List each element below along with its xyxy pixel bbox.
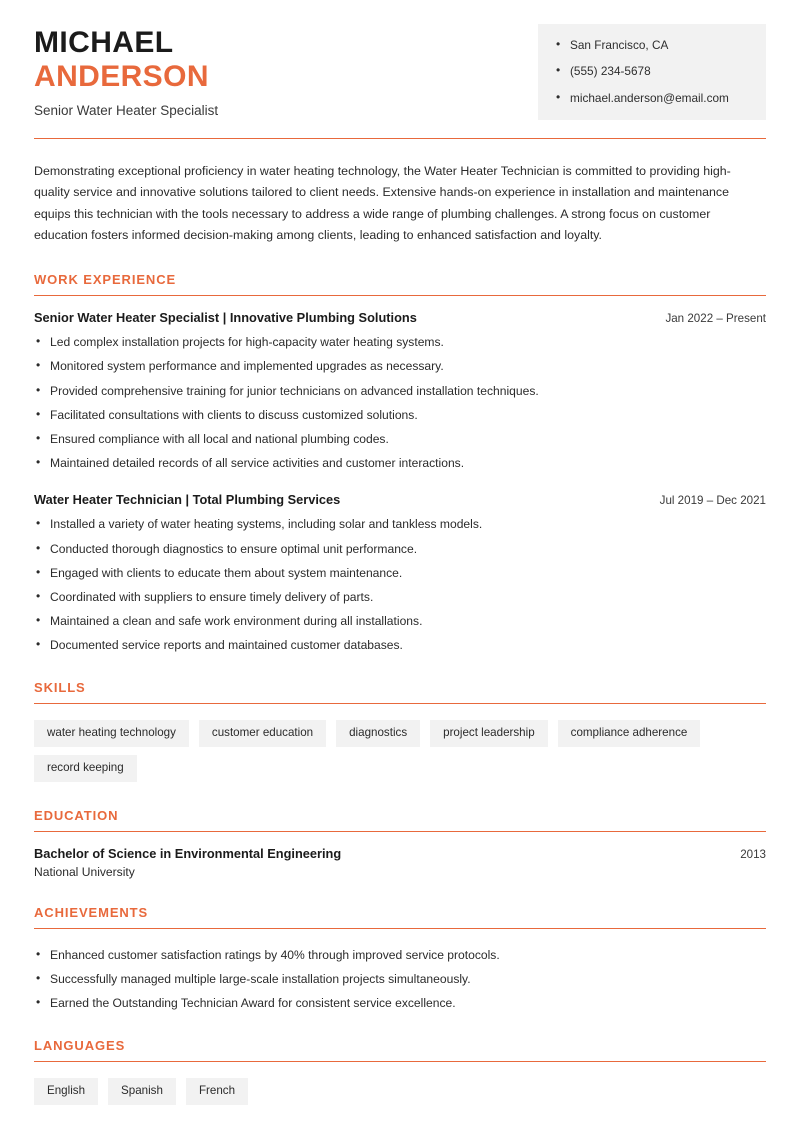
skill-chip: record keeping	[34, 755, 137, 782]
education-entry	[34, 846, 766, 879]
skill-chip: project leadership	[430, 720, 548, 747]
list-item: • Ensured compliance with all local and national plumbing codes.	[34, 431, 766, 448]
experience-entry	[34, 492, 766, 654]
education-school: National University	[34, 864, 135, 879]
experience-entry	[34, 310, 766, 472]
section-title-work-experience: WORK EXPERIENCE	[34, 272, 177, 288]
education-degree: Bachelor of Science in Environmental Engineering	[34, 845, 342, 861]
education-entry-header	[34, 846, 766, 861]
section-divider	[34, 831, 766, 832]
list-item: • Provided comprehensive training for junior technicians on advanced installation techniques.	[34, 383, 766, 400]
section-title-languages: LANGUAGES	[34, 1038, 126, 1054]
headline-job-title: Senior Water Heater Specialist	[34, 103, 219, 119]
list-item: • Monitored system performance and implemented upgrades as necessary.	[34, 358, 766, 375]
section-title-education: EDUCATION	[34, 807, 119, 823]
list-item: • Maintained a clean and safe work environment during all installations.	[34, 613, 766, 630]
experience-dates: Jan 2022 – Present	[665, 312, 766, 326]
section-divider	[34, 295, 766, 296]
contact-location: • San Francisco, CA	[556, 38, 744, 53]
languages-chip-list	[34, 1078, 766, 1105]
experience-entry-header	[34, 310, 766, 325]
skill-chip: diagnostics	[336, 720, 420, 747]
list-item: • Engaged with clients to educate them about system maintenance.	[34, 565, 766, 582]
experience-bullets	[34, 516, 766, 654]
section-title-achievements: ACHIEVEMENTS	[34, 904, 149, 920]
contact-box	[538, 24, 766, 120]
list-item: • Facilitated consultations with clients to discuss customized solutions.	[34, 407, 766, 424]
section-education	[0, 808, 800, 879]
achievements-list	[34, 947, 766, 1013]
skill-chip: water heating technology	[34, 720, 189, 747]
list-item: • Successfully managed multiple large-scale installation projects simultaneously.	[34, 971, 766, 988]
list-item: • Coordinated with suppliers to ensure timely delivery of parts.	[34, 589, 766, 606]
language-chip: French	[186, 1078, 248, 1105]
section-divider	[34, 703, 766, 704]
education-year: 2013	[740, 847, 766, 861]
section-achievements	[0, 905, 800, 1013]
list-item: • Conducted thorough diagnostics to ensure optimal unit performance.	[34, 541, 766, 558]
contact-phone: • (555) 234-5678	[556, 64, 744, 79]
experience-role: Senior Water Heater Specialist | Innovative Plumbing Solutions	[34, 310, 417, 326]
section-divider	[34, 1061, 766, 1062]
experience-entry-header	[34, 492, 766, 507]
list-item: • Documented service reports and maintained customer databases.	[34, 637, 766, 654]
experience-bullets	[34, 334, 766, 472]
resume-header	[0, 0, 800, 120]
language-chip: Spanish	[108, 1078, 176, 1105]
experience-role: Water Heater Technician | Total Plumbing Services	[34, 492, 341, 508]
identity-block	[34, 22, 218, 118]
professional-summary: Demonstrating exceptional proficiency in water heating technology, the Water Heater Technician is committed to providing high-quality service and innovative solutions tailored to client needs. Extensive hands-on experience in installation and maintenance equips this technician with the tools necessary to address a wide range of plumbing challenges. A strong focus on customer education fosters informed decision-making among clients, leading to enhanced satisfaction and loyalty.	[34, 163, 731, 242]
contact-list	[556, 38, 744, 106]
list-item: • Maintained detailed records of all service activities and customer interactions.	[34, 455, 766, 472]
section-divider	[34, 928, 766, 929]
section-title-skills: SKILLS	[34, 680, 86, 696]
skills-chip-list	[34, 720, 766, 782]
contact-email[interactable]: • michael.anderson@email.com	[556, 91, 744, 106]
skill-chip: compliance adherence	[558, 720, 701, 747]
section-languages	[0, 1038, 800, 1105]
last-name: ANDERSON	[34, 59, 209, 93]
list-item: • Installed a variety of water heating systems, including solar and tankless models.	[34, 516, 766, 533]
first-name: MICHAEL	[34, 26, 174, 59]
list-item: • Earned the Outstanding Technician Award for consistent service excellence.	[34, 995, 766, 1012]
skill-chip: customer education	[199, 720, 326, 747]
experience-dates: Jul 2019 – Dec 2021	[659, 494, 766, 508]
language-chip: English	[34, 1078, 98, 1105]
list-item: • Led complex installation projects for high-capacity water heating systems.	[34, 334, 766, 351]
section-work-experience	[0, 272, 800, 654]
list-item: • Enhanced customer satisfaction ratings by 40% through improved service protocols.	[34, 947, 766, 964]
section-skills	[0, 680, 800, 782]
